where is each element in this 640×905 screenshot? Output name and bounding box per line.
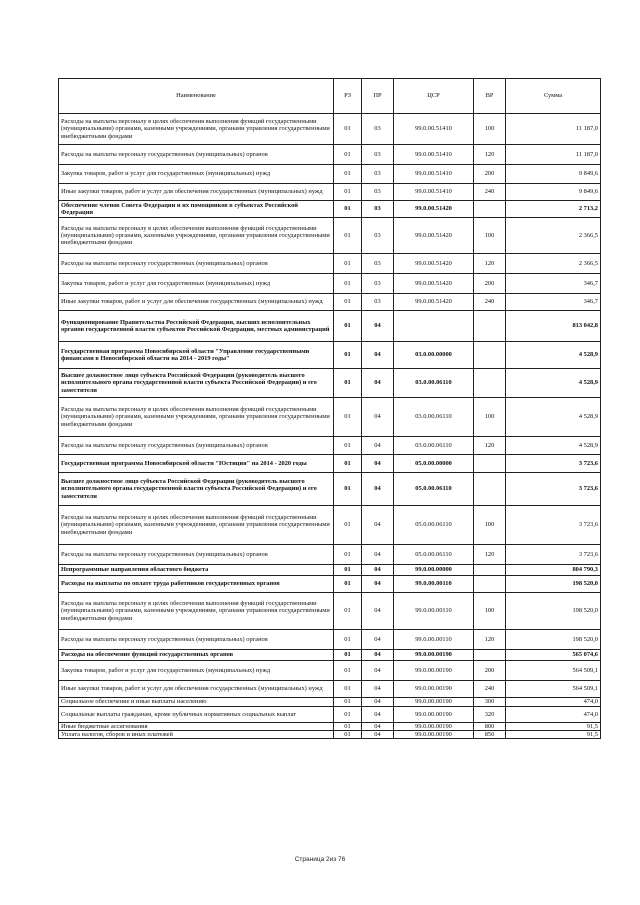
cell-pr: 04 xyxy=(362,698,394,707)
cell-vr xyxy=(474,201,506,218)
cell-csr: 99.0.00.51410 xyxy=(394,184,474,201)
cell-vr xyxy=(474,369,506,398)
cell-csr: 99.0.00.00000 xyxy=(394,565,474,576)
cell-vr: 800 xyxy=(474,723,506,731)
cell-sum: 91,5 xyxy=(506,731,601,739)
cell-vr: 200 xyxy=(474,661,506,681)
cell-pr: 03 xyxy=(362,165,394,184)
cell-vr xyxy=(474,565,506,576)
cell-sum: 9 849,6 xyxy=(506,165,601,184)
cell-sum: 3 723,6 xyxy=(506,455,601,473)
table-row xyxy=(59,576,601,593)
cell-pr: 04 xyxy=(362,342,394,369)
cell-pr: 03 xyxy=(362,254,394,274)
table-row xyxy=(59,218,601,254)
cell-name: Функционирование Правительства Российской Федерации, высших исполнительных органов государственной власти субъектов Российской Федерации, местных администраций xyxy=(59,311,334,342)
table-row xyxy=(59,437,601,455)
cell-name: Расходы на выплаты персоналу государственных (муниципальных) органов xyxy=(59,545,334,565)
cell-vr xyxy=(474,576,506,593)
cell-rz: 01 xyxy=(334,731,362,739)
cell-sum: 11 187,0 xyxy=(506,114,601,145)
cell-name: Расходы на выплаты персоналу в целях обеспечения выполнения функций государственными (муниципальными) органами, казенными учреждениями, органами управления государственными внебюджетными фондами xyxy=(59,218,334,254)
cell-rz: 01 xyxy=(334,707,362,723)
cell-pr: 04 xyxy=(362,455,394,473)
cell-csr: 99.0.00.51410 xyxy=(394,165,474,184)
cell-vr xyxy=(474,455,506,473)
cell-name: Социальные выплаты гражданам, кроме публичных нормативных социальных выплат xyxy=(59,707,334,723)
table-row xyxy=(59,294,601,311)
header-rz: РЗ xyxy=(334,79,362,114)
cell-vr xyxy=(474,311,506,342)
cell-vr: 240 xyxy=(474,294,506,311)
cell-csr: 99.0.00.51420 xyxy=(394,274,474,294)
cell-rz: 01 xyxy=(334,473,362,506)
cell-pr: 04 xyxy=(362,630,394,650)
cell-rz: 01 xyxy=(334,398,362,437)
cell-rz: 01 xyxy=(334,681,362,698)
cell-csr: 99.0.00.00110 xyxy=(394,576,474,593)
cell-csr: 05.0.00.00000 xyxy=(394,455,474,473)
cell-pr: 04 xyxy=(362,731,394,739)
cell-pr: 04 xyxy=(362,506,394,545)
table-row xyxy=(59,661,601,681)
cell-pr: 03 xyxy=(362,145,394,165)
cell-name: Иные закупки товаров, работ и услуг для обеспечения государственных (муниципальных) нужд xyxy=(59,294,334,311)
cell-sum: 2 366,5 xyxy=(506,218,601,254)
table-row xyxy=(59,311,601,342)
table-row xyxy=(59,145,601,165)
cell-csr: 99.0.00.51420 xyxy=(394,218,474,254)
cell-name: Расходы на выплаты персоналу в целях обеспечения выполнения функций государственными (муниципальными) органами, казенными учреждениями, органами управления государственными внебюджетными фондами xyxy=(59,593,334,630)
cell-vr: 850 xyxy=(474,731,506,739)
cell-rz: 01 xyxy=(334,342,362,369)
cell-name: Расходы на выплаты персоналу государственных (муниципальных) органов xyxy=(59,630,334,650)
cell-sum: 474,0 xyxy=(506,707,601,723)
cell-pr: 04 xyxy=(362,650,394,661)
cell-rz: 01 xyxy=(334,311,362,342)
cell-sum: 564 509,1 xyxy=(506,661,601,681)
header-pr: ПР xyxy=(362,79,394,114)
table-row xyxy=(59,650,601,661)
table-row xyxy=(59,681,601,698)
cell-sum: 564 509,1 xyxy=(506,681,601,698)
cell-name: Закупка товаров, работ и услуг для государственных (муниципальных) нужд xyxy=(59,274,334,294)
cell-pr: 03 xyxy=(362,218,394,254)
cell-sum: 3 723,6 xyxy=(506,506,601,545)
cell-sum: 11 187,0 xyxy=(506,145,601,165)
cell-csr: 03.0.00.06110 xyxy=(394,398,474,437)
table-row xyxy=(59,630,601,650)
cell-sum: 198 520,0 xyxy=(506,576,601,593)
cell-csr: 03.0.00.06110 xyxy=(394,437,474,455)
cell-name: Государственная программа Новосибирской области "Юстиция" на 2014 - 2020 годы xyxy=(59,455,334,473)
cell-rz: 01 xyxy=(334,545,362,565)
cell-name: Государственная программа Новосибирской области "Управление государственными финансами в Новосибирской области на 2014 - 2019 годы" xyxy=(59,342,334,369)
cell-vr: 120 xyxy=(474,254,506,274)
table-row xyxy=(59,254,601,274)
cell-csr: 99.0.00.00190 xyxy=(394,731,474,739)
table-row xyxy=(59,455,601,473)
cell-rz: 01 xyxy=(334,723,362,731)
cell-sum: 565 074,6 xyxy=(506,650,601,661)
table-row xyxy=(59,723,601,731)
cell-pr: 04 xyxy=(362,576,394,593)
cell-csr: 99.0.00.00190 xyxy=(394,698,474,707)
table-body xyxy=(59,114,601,739)
cell-rz: 01 xyxy=(334,661,362,681)
header-csr: ЦСР xyxy=(394,79,474,114)
header-name: Наименование xyxy=(59,79,334,114)
cell-rz: 01 xyxy=(334,565,362,576)
page-number: Страница 2из 76 xyxy=(294,856,346,863)
cell-rz: 01 xyxy=(334,630,362,650)
cell-vr: 200 xyxy=(474,274,506,294)
cell-pr: 04 xyxy=(362,311,394,342)
cell-csr: 99.0.00.00190 xyxy=(394,661,474,681)
header-sum: Сумма xyxy=(506,79,601,114)
cell-pr: 03 xyxy=(362,274,394,294)
cell-rz: 01 xyxy=(334,274,362,294)
cell-csr: 99.0.00.51410 xyxy=(394,145,474,165)
table-row xyxy=(59,201,601,218)
cell-rz: 01 xyxy=(334,218,362,254)
cell-rz: 01 xyxy=(334,254,362,274)
cell-sum: 91,5 xyxy=(506,723,601,731)
cell-sum: 3 723,6 xyxy=(506,473,601,506)
table-row xyxy=(59,398,601,437)
cell-pr: 04 xyxy=(362,661,394,681)
cell-csr xyxy=(394,311,474,342)
cell-csr: 99.0.00.51420 xyxy=(394,254,474,274)
cell-sum: 346,7 xyxy=(506,294,601,311)
cell-sum: 4 528,9 xyxy=(506,437,601,455)
cell-name: Высшее должностное лицо субъекта Российской Федерации (руководитель высшего исполнительного органа государственной власти субъекта Российской Федерации) и его заместители xyxy=(59,369,334,398)
cell-name: Расходы на обеспечение функций государственных органов xyxy=(59,650,334,661)
cell-pr: 03 xyxy=(362,184,394,201)
cell-vr: 120 xyxy=(474,437,506,455)
cell-pr: 03 xyxy=(362,201,394,218)
cell-sum: 474,0 xyxy=(506,698,601,707)
cell-vr xyxy=(474,473,506,506)
cell-sum: 4 528,9 xyxy=(506,342,601,369)
cell-rz: 01 xyxy=(334,201,362,218)
cell-csr: 05.0.00.06110 xyxy=(394,506,474,545)
cell-pr: 03 xyxy=(362,114,394,145)
cell-vr: 100 xyxy=(474,506,506,545)
cell-pr: 03 xyxy=(362,294,394,311)
cell-pr: 04 xyxy=(362,681,394,698)
cell-rz: 01 xyxy=(334,650,362,661)
cell-pr: 04 xyxy=(362,369,394,398)
cell-name: Закупка товаров, работ и услуг для государственных (муниципальных) нужд xyxy=(59,661,334,681)
cell-name: Расходы на выплаты персоналу государственных (муниципальных) органов xyxy=(59,437,334,455)
table-row xyxy=(59,342,601,369)
cell-pr: 04 xyxy=(362,473,394,506)
cell-csr: 99.0.00.00190 xyxy=(394,650,474,661)
table-row xyxy=(59,369,601,398)
cell-csr: 03.0.00.00000 xyxy=(394,342,474,369)
cell-rz: 01 xyxy=(334,506,362,545)
table-row xyxy=(59,698,601,707)
cell-vr: 120 xyxy=(474,545,506,565)
cell-name: Расходы на выплаты персоналу в целях обеспечения выполнения функций государственными (муниципальными) органами, казенными учреждениями, органами управления государственными внебюджетными фондами xyxy=(59,114,334,145)
cell-rz: 01 xyxy=(334,369,362,398)
cell-vr: 300 xyxy=(474,698,506,707)
cell-sum: 346,7 xyxy=(506,274,601,294)
cell-name: Расходы на выплаты персоналу в целях обеспечения выполнения функций государственными (муниципальными) органами, казенными учреждениями, органами управления государственными внебюджетными фондами xyxy=(59,506,334,545)
cell-csr: 03.0.00.06110 xyxy=(394,369,474,398)
table-row xyxy=(59,545,601,565)
table-row xyxy=(59,593,601,630)
cell-vr: 100 xyxy=(474,114,506,145)
cell-pr: 04 xyxy=(362,707,394,723)
cell-sum: 4 528,9 xyxy=(506,398,601,437)
cell-rz: 01 xyxy=(334,114,362,145)
cell-rz: 01 xyxy=(334,294,362,311)
cell-csr: 99.0.00.51420 xyxy=(394,201,474,218)
cell-pr: 04 xyxy=(362,565,394,576)
cell-rz: 01 xyxy=(334,437,362,455)
cell-name: Обеспечение членов Совета Федерации и их помощников в субъектах Российской Федерации xyxy=(59,201,334,218)
cell-csr: 99.0.00.51420 xyxy=(394,294,474,311)
table-row xyxy=(59,274,601,294)
cell-csr: 99.0.00.00110 xyxy=(394,593,474,630)
table-row xyxy=(59,473,601,506)
cell-name: Расходы на выплаты персоналу государственных (муниципальных) органов xyxy=(59,145,334,165)
cell-rz: 01 xyxy=(334,184,362,201)
header-vr: ВР xyxy=(474,79,506,114)
cell-sum: 804 790,3 xyxy=(506,565,601,576)
cell-name: Непрограммные направления областного бюджета xyxy=(59,565,334,576)
cell-vr xyxy=(474,342,506,369)
cell-name: Расходы на выплаты персоналу в целях обеспечения выполнения функций государственными (муниципальными) органами, казенными учреждениями, органами управления государственными внебюджетными фондами xyxy=(59,398,334,437)
cell-pr: 04 xyxy=(362,398,394,437)
table-row xyxy=(59,731,601,739)
cell-sum: 813 042,8 xyxy=(506,311,601,342)
cell-pr: 04 xyxy=(362,437,394,455)
cell-vr: 100 xyxy=(474,218,506,254)
table-row xyxy=(59,114,601,145)
cell-name: Иные бюджетные ассигнования xyxy=(59,723,334,731)
cell-vr: 120 xyxy=(474,145,506,165)
cell-vr: 100 xyxy=(474,398,506,437)
cell-name: Иные закупки товаров, работ и услуг для обеспечения государственных (муниципальных) нужд xyxy=(59,681,334,698)
cell-sum: 2 366,5 xyxy=(506,254,601,274)
cell-rz: 01 xyxy=(334,165,362,184)
cell-csr: 99.0.00.51410 xyxy=(394,114,474,145)
table-row xyxy=(59,707,601,723)
cell-rz: 01 xyxy=(334,698,362,707)
cell-sum: 3 723,6 xyxy=(506,545,601,565)
cell-vr: 200 xyxy=(474,165,506,184)
cell-rz: 01 xyxy=(334,145,362,165)
cell-pr: 04 xyxy=(362,723,394,731)
table-row xyxy=(59,506,601,545)
cell-name: Высшее должностное лицо субъекта Российской Федерации (руководитель высшего исполнительного органа государственной власти субъекта Российской Федерации) и его заместители xyxy=(59,473,334,506)
cell-csr: 05.0.00.06110 xyxy=(394,473,474,506)
cell-name: Уплата налогов, сборов и иных платежей xyxy=(59,731,334,739)
cell-name: Расходы на выплаты персоналу государственных (муниципальных) органов xyxy=(59,254,334,274)
cell-name: Закупка товаров, работ и услуг для государственных (муниципальных) нужд xyxy=(59,165,334,184)
cell-pr: 04 xyxy=(362,545,394,565)
budget-table xyxy=(58,78,601,739)
cell-sum: 2 713,2 xyxy=(506,201,601,218)
cell-csr: 99.0.00.00190 xyxy=(394,707,474,723)
cell-vr: 320 xyxy=(474,707,506,723)
cell-csr: 05.0.00.06110 xyxy=(394,545,474,565)
table-row xyxy=(59,165,601,184)
cell-sum: 198 520,0 xyxy=(506,630,601,650)
cell-vr: 120 xyxy=(474,630,506,650)
cell-csr: 99.0.00.00190 xyxy=(394,723,474,731)
cell-vr: 240 xyxy=(474,184,506,201)
cell-sum: 9 849,6 xyxy=(506,184,601,201)
cell-rz: 01 xyxy=(334,576,362,593)
cell-sum: 4 528,9 xyxy=(506,369,601,398)
table-header-row xyxy=(59,79,601,114)
cell-rz: 01 xyxy=(334,455,362,473)
cell-rz: 01 xyxy=(334,593,362,630)
cell-name: Расходы на выплаты по оплате труда работников государственных органов xyxy=(59,576,334,593)
table-row xyxy=(59,565,601,576)
cell-vr: 100 xyxy=(474,593,506,630)
cell-csr: 99.0.00.00190 xyxy=(394,681,474,698)
cell-vr xyxy=(474,650,506,661)
cell-sum: 198 520,0 xyxy=(506,593,601,630)
cell-pr: 04 xyxy=(362,593,394,630)
cell-name: Иные закупки товаров, работ и услуг для обеспечения государственных (муниципальных) нужд xyxy=(59,184,334,201)
cell-name: Социальное обеспечение и иные выплаты населению xyxy=(59,698,334,707)
cell-vr: 240 xyxy=(474,681,506,698)
table-row xyxy=(59,184,601,201)
cell-csr: 99.0.00.00110 xyxy=(394,630,474,650)
